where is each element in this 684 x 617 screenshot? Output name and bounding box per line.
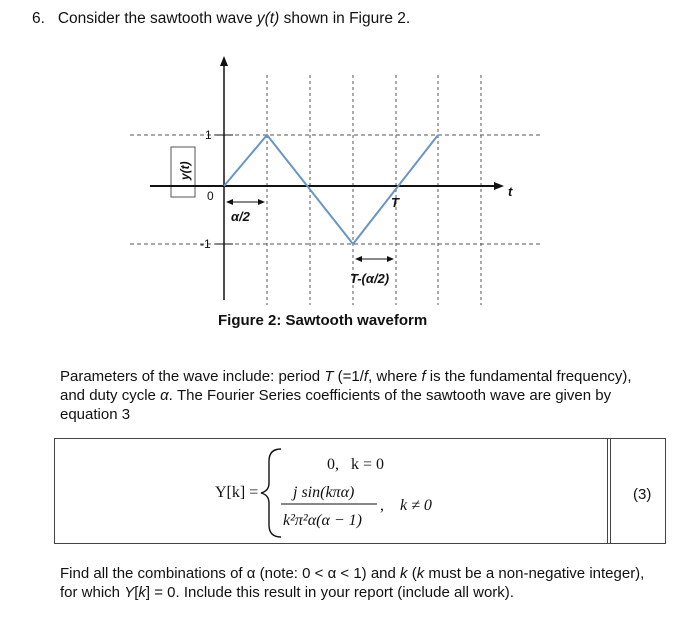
final-text-5: ] = 0. Include this result in your report (include all work). xyxy=(145,584,514,601)
tick-label-0: 0 xyxy=(207,189,214,203)
x-axis-arrow-icon xyxy=(494,182,504,190)
final-Y: Y xyxy=(124,584,135,601)
case1-text: 0, k = 0 xyxy=(327,456,385,473)
question-text-before: Consider the sawtooth wave xyxy=(57,10,257,27)
fraction-numerator: j sin(kπα) xyxy=(293,484,355,501)
case2-condition: k ≠ 0 xyxy=(400,497,432,514)
y-axis-label: y(t) xyxy=(178,161,192,180)
question-text-after: shown in Figure 2. xyxy=(279,10,411,27)
final-k3: k xyxy=(138,584,146,601)
tick-label-minus-1: -1 xyxy=(200,237,211,251)
left-brace xyxy=(261,449,281,537)
params-text-1: Parameters of the wave include: period xyxy=(60,368,325,385)
params-f1: f xyxy=(363,368,369,385)
case2-comma: , xyxy=(380,497,384,514)
fraction-denominator: k²π²α(α − 1) xyxy=(283,512,362,529)
final-text-1: Find all the combinations of α (note: 0 < α < 1) and xyxy=(60,565,401,582)
equation-divider-inner xyxy=(607,439,608,543)
params-alpha: α xyxy=(160,387,169,404)
final-k2: k xyxy=(416,565,425,582)
question-func: y(t) xyxy=(256,10,280,27)
sawtooth-wave xyxy=(224,135,438,244)
question-number: 6. xyxy=(32,10,45,27)
final-text-4: [ xyxy=(134,584,139,601)
period-T-label: T xyxy=(391,195,399,210)
t-minus-alpha-half-label: T-(α/2) xyxy=(350,271,390,286)
parameters-paragraph xyxy=(60,367,640,424)
y-axis-arrow-icon xyxy=(220,56,228,66)
equation-lhs: Y[k] = xyxy=(215,484,259,501)
tick-label-1: 1 xyxy=(205,128,212,142)
params-text-3: , where xyxy=(368,368,422,385)
params-f2: f xyxy=(421,368,426,385)
params-text-5: . The Fourier Series coefficients of the sawtooth wave are given by equation 3 xyxy=(60,387,612,423)
final-k1: k xyxy=(400,565,408,582)
equation-divider-outer xyxy=(610,439,611,543)
alpha-half-arrow-right-icon xyxy=(258,199,265,205)
alpha-half-label: α/2 xyxy=(231,209,250,224)
alpha-half-arrow-left-icon xyxy=(226,199,233,205)
x-axis-label: t xyxy=(508,184,513,199)
params-T: T xyxy=(324,368,334,385)
params-text-2: (=1/ xyxy=(333,368,364,385)
equation-number: (3) xyxy=(633,486,652,503)
t-minus-arrow-left-icon xyxy=(355,256,362,262)
figure-caption: Figure 2: Sawtooth waveform xyxy=(218,312,428,329)
t-minus-arrow-right-icon xyxy=(387,256,394,262)
final-text-3: must be a non-negative integer), for which xyxy=(60,565,645,601)
final-text-2: ( xyxy=(407,565,417,582)
equation-box xyxy=(54,438,666,544)
equation-svg xyxy=(55,439,605,543)
params-text-4: is the fundamental frequency), and duty cycle xyxy=(60,368,632,404)
final-question xyxy=(60,564,660,602)
